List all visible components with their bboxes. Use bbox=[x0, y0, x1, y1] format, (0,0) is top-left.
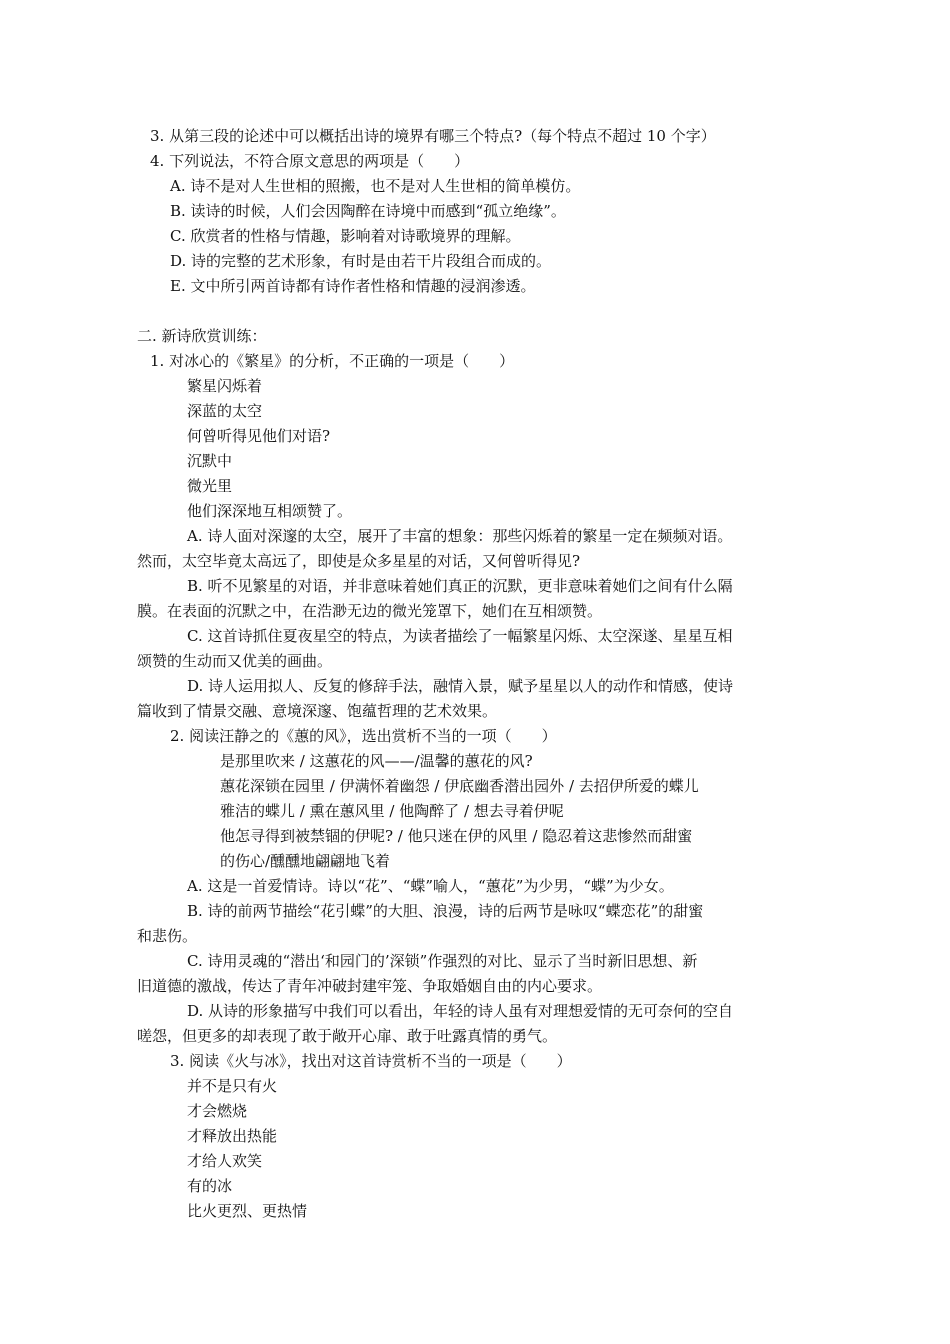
option-d-line2: 嗟怨，但更多的却表现了敢于敞开心扉、敢于吐露真情的勇气。 bbox=[137, 1027, 558, 1045]
option-b-line2: 和悲伤。 bbox=[137, 927, 198, 945]
poem-line: 雅洁的蝶儿 / 熏在蕙风里 / 他陶醉了 / 想去寻着伊呢 bbox=[220, 802, 564, 820]
poem-line: 是那里吹来 / 这蕙花的风——/温馨的蕙花的风? bbox=[220, 752, 533, 770]
option-c-line2: 颂赞的生动而又优美的画曲。 bbox=[137, 652, 333, 670]
option-d-line2: 篇收到了情景交融、意境深邃、饱蕴哲理的艺术效果。 bbox=[137, 702, 498, 720]
option-a: A. 诗不是对人生世相的照搬，也不是对人生世相的简单模仿。 bbox=[170, 177, 581, 195]
poem-line: 的伤心/醺醺地翩翩地飞着 bbox=[220, 852, 391, 870]
poem-line: 有的冰 bbox=[187, 1177, 233, 1195]
poem-line: 他们深深地互相颂赞了。 bbox=[187, 502, 353, 520]
option-b-line1: B. 诗的前两节描绘“花引蝶”的大胆、浪漫，诗的后两节是咏叹“蝶恋花”的甜蜜 bbox=[187, 902, 704, 920]
poem-line: 才会燃烧 bbox=[187, 1102, 248, 1120]
option-c: C. 欣赏者的性格与情趣，影响着对诗歌境界的理解。 bbox=[170, 227, 521, 245]
poem-line: 何曾听得见他们对语? bbox=[187, 427, 331, 445]
poem-line: 他怎寻得到被禁锢的伊呢? / 他只迷在伊的风里 / 隐忍着这悲惨然而甜蜜 bbox=[220, 827, 693, 845]
question-3-stem: 3. 阅读《火与冰》，找出对这首诗赏析不当的一项是（ ） bbox=[170, 1052, 572, 1070]
poem-line: 才给人欢笑 bbox=[187, 1152, 263, 1170]
question-2-stem: 2. 阅读汪静之的《蕙的风》，选出赏析不当的一项（ ） bbox=[170, 727, 557, 745]
option-a-line1: A. 诗人面对深邃的太空，展开了丰富的想象：那些闪烁着的繁星一定在频频对语。 bbox=[187, 527, 733, 545]
poem-line: 比火更烈、更热情 bbox=[187, 1202, 308, 1220]
option-d-line1: D. 从诗的形象描写中我们可以看出，年轻的诗人虽有对理想爱情的无可奈何的空自 bbox=[187, 1002, 734, 1020]
option-d-line1: D. 诗人运用拟人、反复的修辞手法，融情入景，赋予星星以人的动作和情感，使诗 bbox=[187, 677, 734, 695]
option-e: E. 文中所引两首诗都有诗作者性格和情趣的浸润渗透。 bbox=[170, 277, 536, 295]
section-heading: 二. 新诗欣赏训练： bbox=[137, 327, 267, 345]
poem-line: 蕙花深锁在园里 / 伊满怀着幽怨 / 伊底幽香潜出园外 / 去招伊所爱的蝶儿 bbox=[220, 777, 699, 795]
poem-line: 深蓝的太空 bbox=[187, 402, 263, 420]
option-d: D. 诗的完整的艺术形象，有时是由若干片段组合而成的。 bbox=[170, 252, 552, 270]
option-b-line2: 膜。在表面的沉默之中，在浩渺无边的微光笼罩下，她们在互相颂赞。 bbox=[137, 602, 603, 620]
question-1-stem: 1. 对冰心的《繁星》的分析，不正确的一项是（ ） bbox=[150, 352, 515, 370]
poem-line: 微光里 bbox=[187, 477, 233, 495]
option-c-line1: C. 这首诗抓住夏夜星空的特点，为读者描绘了一幅繁星闪烁、太空深遂、星星互相 bbox=[187, 627, 733, 645]
option-c-line2: 旧道德的激战，传达了青年冲破封建牢笼、争取婚姻自由的内心要求。 bbox=[137, 977, 603, 995]
poem-line: 繁星闪烁着 bbox=[187, 377, 263, 395]
option-a-line2: 然而，太空毕竟太高远了，即使是众多星星的对话，又何曾听得见? bbox=[137, 552, 581, 570]
poem-line: 沉默中 bbox=[187, 452, 233, 470]
option-c-line1: C. 诗用灵魂的“潜出‘和园门的’深锁”作强烈的对比、显示了当时新旧思想、新 bbox=[187, 952, 698, 970]
question-4: 4. 下列说法，不符合原文意思的两项是（ ） bbox=[150, 152, 470, 170]
poem-line: 才释放出热能 bbox=[187, 1127, 278, 1145]
option-a: A. 这是一首爱情诗。诗以“花”、“蝶”喻人，“蕙花”为少男，“蝶”为少女。 bbox=[187, 877, 674, 895]
question-3: 3. 从第三段的论述中可以概括出诗的境界有哪三个特点?（每个特点不超过 10 个字） bbox=[150, 127, 716, 145]
option-b-line1: B. 听不见繁星的对语，并非意味着她们真正的沉默，更非意味着她们之间有什么隔 bbox=[187, 577, 733, 595]
option-b: B. 读诗的时候，人们会因陶醉在诗境中而感到“孤立绝缘”。 bbox=[170, 202, 566, 220]
poem-line: 并不是只有火 bbox=[187, 1077, 278, 1095]
